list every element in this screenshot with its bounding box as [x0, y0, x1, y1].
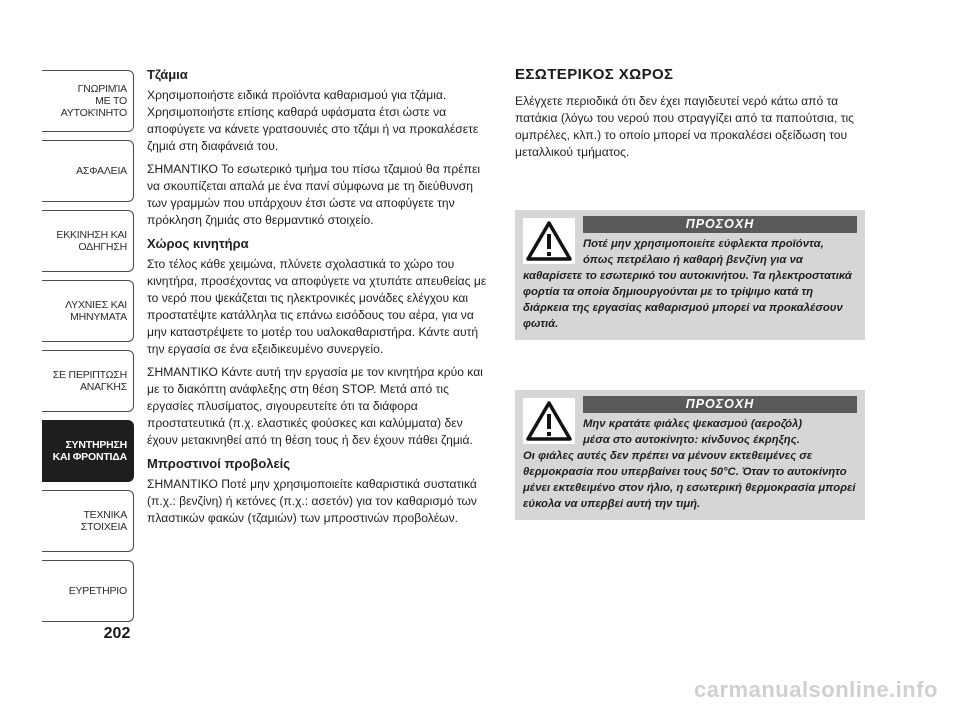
tab-getting-to-know[interactable]: ΓΝΩΡΙΜΊΑ ΜΕ ΤΟ ΑΥΤΟΚΊΝΗΤΟ [42, 70, 134, 132]
tab-maintenance-care[interactable]: ΣΥΝΤΗΡΗΣΗ ΚΑΙ ΦΡΟΝΤΙΔΑ [42, 420, 134, 482]
paragraph: Ελέγχετε περιοδικά ότι δεν έχει παγιδευτεί νερό κάτω από τα πατάκια (λόγω του νερού που στραγγίζει από τα παπούτσια, τις ομπρέλες, κλπ.) το οποίο μπορεί να προκαλέσει οξείδωση του μεταλλικού τμήματος. [515, 94, 854, 159]
warning-heading: ΠΡΟΣΟΧΗ [583, 396, 857, 413]
warning-box-flammable [515, 210, 865, 340]
tab-index[interactable]: ΕΥΡΕΤΗΡΙΟ [42, 560, 134, 622]
section-title-headlights: Μπροστινοί προβολείς [147, 456, 291, 471]
paragraph: ΣΗΜΑΝΤΙΚΟ Κάντε αυτή την εργασία με τον κινητήρα κρύο και με το διακόπτη ανάφλεξης στη θέση STOP. Μετά από τις εργασίες πλυσίματος, σιγουρευτείτε ότι τα διάφορα προστατευτικά (π.χ. ελαστικές φούσκες και καλύμματα) δεν έχουν μετακινηθεί από τη θέση τους ή δεν έχουν πάθει ζημιά. [147, 365, 483, 447]
tab-lights-messages[interactable]: ΛΥΧΝΙΕΣ ΚΑΙ ΜΗΝΥΜΑΤΑ [42, 280, 134, 342]
paragraph: Χρησιμοποιήστε ειδικά προϊόντα καθαρισμού για τζάμια. Χρησιμοποιήστε επίσης καθαρά υφάσματα έτσι ώστε να αποφύγετε να κάνετε γρατσουνιές στο τζάμι ή να προκαλέσετε ζημιά στη διαφάνειά του. [147, 88, 479, 153]
warning-line: όπως πετρέλαιο ή καθαρή βενζίνη για να [583, 254, 803, 266]
paragraph: ΣΗΜΑΝΤΙΚΟ Ποτέ μην χρησιμοποιείτε καθαριστικά συστατικά (π.χ.: βενζίνη) ή κετόνες (π.χ.: ασετόν) για τον καθαρισμό των πλαστικών φακών (τζαμιών) των μπροστινών προβολέων. [147, 477, 477, 525]
tab-emergency[interactable]: ΣΕ ΠΕΡΙΠΤΩΣΗ ΑΝΑΓΚΗΣ [42, 350, 134, 412]
warning-line: Μην κρατάτε φιάλες ψεκασμού (αεροζόλ) [583, 418, 803, 430]
chapter-tabs [42, 70, 134, 630]
warning-heading: ΠΡΟΣΟΧΗ [583, 216, 857, 233]
tab-technical-data[interactable]: ΤΕΧΝΙΚΑ ΣΤΟΙΧΕΙΑ [42, 490, 134, 552]
warning-line: Ποτέ μην χρησιμοποιείτε εύφλεκτα προϊόντα, [583, 238, 824, 250]
warning-line: καθαρίσετε το εσωτερικό του αυτοκινήτου. Τα ηλεκτροστατικά φορτία τα οποία δημιουργούνται με το τρίψιμο κατά τη διάρκεια της εργασίας καθαρισμού μπορεί να προκαλέσουν φωτιά. [523, 270, 852, 330]
warning-triangle-icon [523, 218, 575, 264]
warning-line: Οι φιάλες αυτές δεν πρέπει να μένουν εκτεθειμένες σε θερμοκρασία που υπερβαίνει τους 50°C. Όταν το αυτοκίνητο μένει εκτεθειμένο στον ήλιο, η εσωτερική θερμοκρασία μπορεί εύκολα να υπερβεί αυτή την τιμή. [523, 450, 856, 510]
warning-line: μέσα στο αυτοκίνητο: κίνδυνος έκρηξης. [583, 434, 800, 446]
left-column [147, 66, 492, 533]
tab-starting-driving[interactable]: ΕΚΚΙΝΗΣΗ ΚΑΙ ΟΔΗΓΗΣΗ [42, 210, 134, 272]
watermark: carmanualsonline.info [694, 677, 938, 702]
tab-safety[interactable]: ΑΣΦΑΛΕΙΑ [42, 140, 134, 202]
section-title-windows: Τζάμια [147, 67, 188, 82]
page-title: ΕΣΩΤΕΡΙΚΟΣ ΧΩΡΟΣ [515, 66, 674, 83]
paragraph: ΣΗΜΑΝΤΙΚΟ Το εσωτερικό τμήμα του πίσω τζαμιού θα πρέπει να σκουπίζεται απαλά με ένα πανί σύμφωνα με τη διεύθυνση των γραμμών που υπάρχουν έτσι ώστε να αποφύγετε την πρόκληση ζημιάς στο θερμαντικό στοιχείο. [147, 162, 481, 227]
paragraph: Στο τέλος κάθε χειμώνα, πλύνετε σχολαστικά το χώρο του κινητήρα, προσέχοντας να αποφύγετε να χτυπάτε απευθείας με το νερό που ψεκάζεται τις ηλεκτρονικές μονάδες ελέγχου και προστατέψτε κατάλληλα τις επάνω εισόδους του αέρα, για να μην καταστρέψετε το μοτέρ του υαλοκαθαριστήρα. Κάντε αυτή την εργασία σε ένα εξειδικευμένο συνεργείο. [147, 257, 487, 356]
section-title-engine-bay: Χώρος κινητήρα [147, 236, 249, 251]
warning-box-aerosol [515, 390, 865, 520]
page-number: 202 [103, 625, 131, 642]
right-column [515, 66, 860, 161]
warning-triangle-icon [523, 398, 575, 444]
